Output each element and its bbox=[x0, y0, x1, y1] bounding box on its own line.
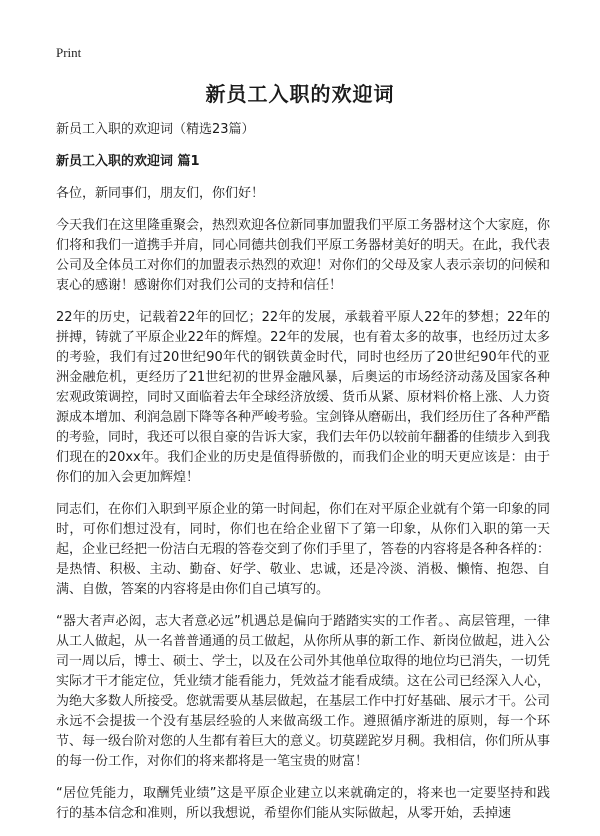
page-title: 新员工入职的欢迎词 bbox=[205, 82, 395, 106]
paragraph-grassroots: “器大者声必闳，志大者意必远”机遇总是偏向于踏踏实实的工作者。、高层管理，一律从工人做起，从一名普普通通的员工做起，从你所从事的新工作、新岗位做起，进入公司一周以后，博士、硕士、学士，以及在公司外其他单位取得的地位均已消失，一切凭实际才干才能定位，凭业绩才能看能力，凭效益才能看成绩。这在公司已经深入人心，为绝大多数人所接受。您就需要从基层做起，在基层工作中打好基础、展示才干。公司永远不会提拔一个没有基层经验的人来做高级工作。遵照循序渐进的原则，每一个环节、每一级台阶对您的人生都有着巨大的意义。切莫蹉跎岁月稠。我相信，你们所从事的每一份工作，对你们的将来都将是一笔宝贵的财富！ bbox=[56, 614, 551, 769]
document-body bbox=[56, 120, 550, 836]
paragraph-first-impression: 同志们，在你们入职到平原企业的第一时间起，你们在对平原企业就有个第一印象的同时，可你们想过没有，同时，你们也在给企业留下了第一印象，从你们入职的第一天起，企业已经把一份洁白无瑕的答卷交到了你们手里了，答卷的内容将是各种各样的：是热情、积极、主动、勤奋、好学、敬业、忠诚，还是冷淡、消极、懒惰、抱怨、自满、自傲，答案的内容将是由你们自己填写的。 bbox=[56, 502, 551, 597]
paragraph-greeting: 各位，新同事们，朋友们，你们好！ bbox=[56, 186, 265, 201]
section-heading: 新员工入职的欢迎词 篇1 bbox=[56, 154, 200, 169]
paragraph-welcome: 今天我们在这里隆重聚会，热烈欢迎各位新同事加盟我们平原工务器材这个大家庭，你们将和我们一道携手并肩，同心同德共创我们平原工务器材美好的明天。在此，我代表公司及全体员工对你们的加盟表示热烈的欢迎！对你们的父母及家人表示亲切的问候和衷心的感谢！感谢你们对我们公司的支持和信任！ bbox=[56, 218, 551, 293]
paragraph-ability: “居位凭能力，取酬凭业绩”这是平原企业建立以来就确定的，将来也一定要坚持和践行的基本信念和准则，所以我想说，希望你们能从实际做起，从零开始，丢掉速 bbox=[56, 786, 550, 821]
print-label: Print bbox=[56, 45, 82, 60]
paragraph-history: 22年的历史，记载着22年的回忆；22年的发展，承载着平原人22年的梦想；22年的拼搏，铸就了平原企业22年的辉煌。22年的发展，也有着太多的故事，也经历过太多的考验，我们有过20世纪90年代的钢铁黄金时代，同时也经历了20世纪90年代的亚洲金融危机，更经历了21世纪初的世界金融风暴，后奥运的市场经济动荡及国家各种宏观政策调控，同时又面临着去年全球经济放缓、货币从紧、原材料价格上涨、人力资源成本增加、利润急剧下降等各种严峻考验。宝剑锋从磨砺出，我们经历住了各种严酷的考验，同时，我还可以很自豪的告诉大家，我们去年仍以较前年翻番的佳绩步入到我们现在的20xx年。我们企业的历史是值得骄傲的，而我们企业的明天更应该是：由于你们的加入会更加辉煌！ bbox=[56, 310, 551, 485]
document-subtitle: 新员工入职的欢迎词（精选23篇） bbox=[56, 122, 255, 137]
